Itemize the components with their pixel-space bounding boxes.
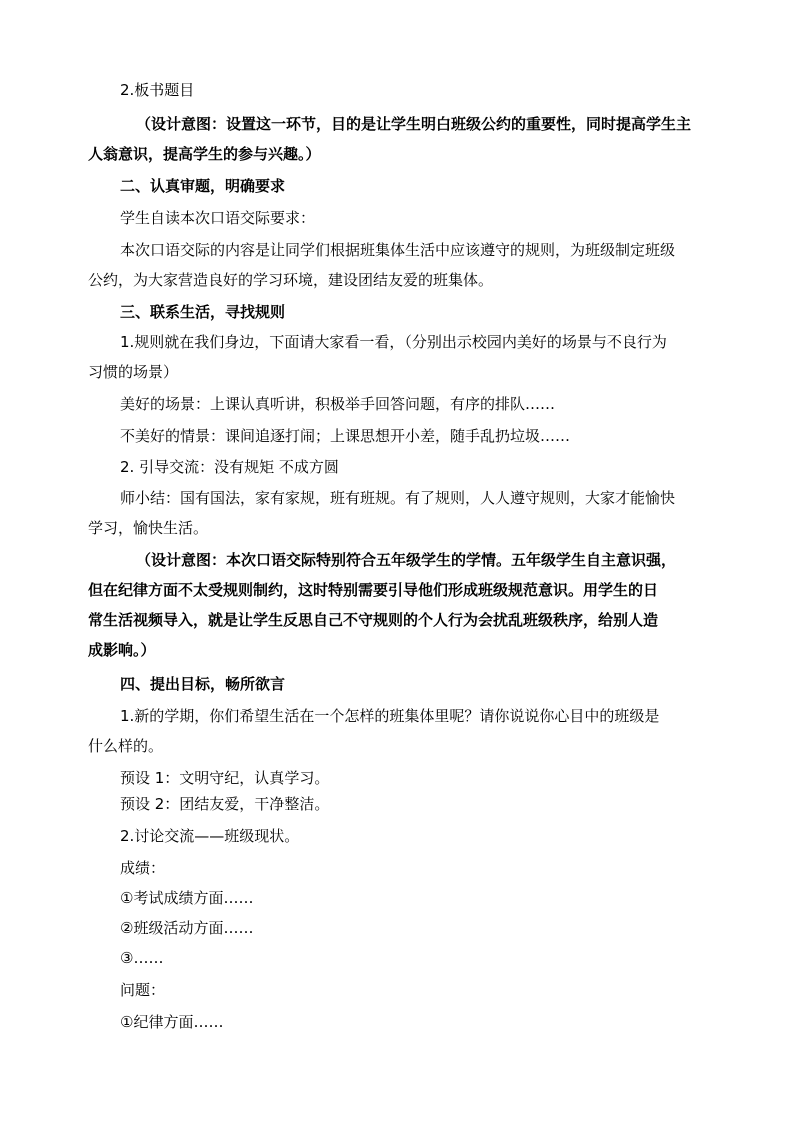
text-line: 什么样的。 [88,737,164,755]
text-line: 习惯的场景） [88,363,179,381]
text-line: 预设 2：团结友爱，干净整洁。 [120,795,330,813]
design-intent-note-cont: 成影响。） [88,641,156,659]
text-line: 学生自读本次口语交际要求： [120,209,316,227]
text-line: 成绩： [120,859,166,877]
text-line: 美好的场景：上课认真听讲，积极举手回答问题，有序的排队…… [120,395,556,413]
text-line: 本次口语交际的内容是让同学们根据班集体生活中应该遵守的规则，为班级制定班级 [120,241,676,259]
section-heading-2: 二、认真审题，明确要求 [120,177,286,195]
text-line: 1.新的学期，你们希望生活在一个怎样的班集体里呢？请你说说你心目中的班级是 [120,707,660,725]
section-heading-3: 三、联系生活，寻找规则 [120,303,286,321]
design-intent-note: （设计意图：设置这一环节，目的是让学生明白班级公约的重要性，同时提高学生主 [136,115,692,133]
section-heading-4: 四、提出目标，畅所欲言 [120,675,286,693]
text-line: 2.讨论交流——班级现状。 [120,827,300,845]
text-line: 不美好的情景：课间追逐打闹；上课思想开小差，随手乱扔垃圾…… [120,427,571,445]
text-line: 师小结：国有国法，家有家规，班有班规。有了规则，人人遵守规则，大家才能愉快 [120,489,676,507]
design-intent-note-cont: 人翁意识，提高学生的参与兴趣。） [88,145,321,163]
list-item: ①考试成绩方面…… [120,889,254,907]
text-line: 1.规则就在我们身边，下面请大家看一看，（分别出示校园内美好的场景与不良行为 [120,333,667,351]
design-intent-note-cont: 但在纪律方面不太受规则制约，这时特别需要引导他们形成班级规范意识。用学生的日 [88,581,659,599]
text-line: 学习，愉快生活。 [88,519,209,537]
text-line: 预设 1：文明守纪，认真学习。 [120,769,330,787]
text-line: 问题： [120,981,166,999]
design-intent-note: （设计意图：本次口语交际特别符合五年级学生的学情。五年级学生自主意识强， [136,551,677,569]
text-line: 2.板书题目 [120,81,195,99]
list-item: ①纪律方面…… [120,1013,224,1031]
list-item: ③…… [120,949,164,967]
design-intent-note-cont: 常生活视频导入，就是让学生反思自己不守规则的个人行为会扰乱班级秩序，给别人造 [88,611,659,629]
text-line: 2. 引导交流：没有规矩 不成方圆 [120,458,339,476]
list-item: ②班级活动方面…… [120,919,254,937]
text-line: 公约，为大家营造良好的学习环境，建设团结友爱的班集体。 [88,271,494,289]
